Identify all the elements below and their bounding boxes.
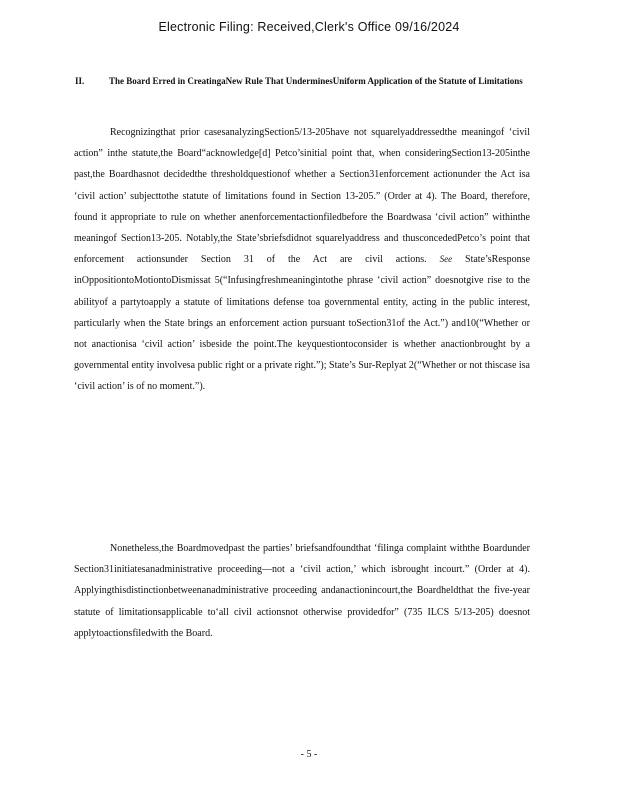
page-number: - 5 -	[300, 749, 318, 760]
citation-signal: See	[439, 254, 453, 265]
filing-stamp-header: Electronic Filing: Received,Clerk's Office 09/16/2024	[158, 20, 460, 34]
section-number: II.	[75, 76, 85, 86]
paragraph-1-text-a: Recognizingthat prior casesanalyzingSection5/13-205have not squarelyaddressedthe meaningof ‘civil action” inthe statute,the Board“acknowledge[d] Petco’sinitial point that, when consideringSection13-205inthe past,the Boardhasnot decidedthe thresholdquestionof whether a Section31enforcement actionunder the Act isa ‘civil action’ subjecttothe statute of limitations found in Section 13-205.” (Order at 4). The Board, therefore, found it appropriate to rule on whether anenforcementactionfiledbefore the Boardwasa ‘civil action” withinthe meaningof Section13-205. Notably,the State’sbriefsdidnot squarelyaddress and thusconcededPetco’s point that enforcement actionsunder Section 31 of the Act are civil actions.	[74, 127, 530, 266]
section-title: The Board Erred in CreatingaNew Rule That UnderminesUniform Application of the Statute of Limitations	[109, 76, 523, 86]
body-paragraph-1	[74, 122, 530, 398]
paragraph-1-text-b: State’sResponse inOppositiontoMotiontoDismissat 5(“Infusingfreshmeaningintothe phrase ‘civil action” doesnotgive rise to the abilityof a partytoapply a statute of limitations defense toa governmental entity, acting in the public interest, particularly when the State brings an enforcement action pursuant toSection31of the Act.”) and10(“Whether or not anactionisa ‘civil action’ isbeside the point.The keyquestiontoconsider is whether anactionbrought by a governmental entity involvesa public right or a private right.”); State’s Sur-Replyat 2(“Whether or not thiscase isa ‘civil action’ is of no moment.”).	[74, 254, 531, 393]
body-paragraph-2: Nonetheless,the Boardmovedpast the parties’ briefsandfoundthat ‘filinga complaint withthe Boardunder Section31initiatesanadministrative proceeding—not a ‘civil action,’ which isbrought incourt.” (Order at 4). Applyingthisdistinctionbetweenanadministrative proceeding andanactionincourt,the Boardheldthat the five-year statute of limitationsapplicable to‘all civil actionsnot otherwise providedfor” (735 ILCS 5/13-205) doesnot applytoactionsfiledwith the Board.	[74, 543, 530, 639]
